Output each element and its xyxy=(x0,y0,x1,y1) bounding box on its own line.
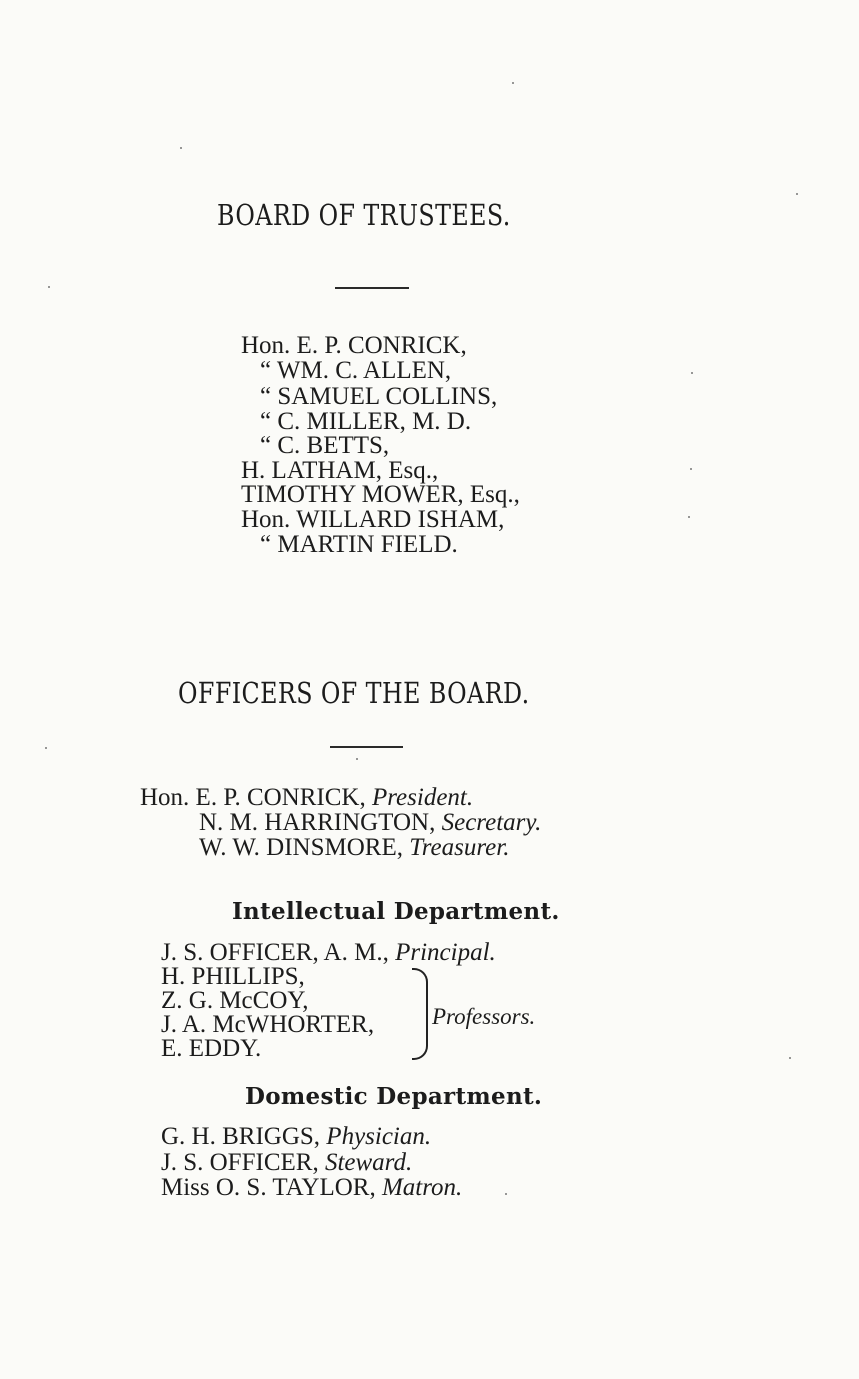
professor-name: Z. G. McCOY, xyxy=(161,987,309,1014)
officer-line xyxy=(199,835,509,861)
officers-rule xyxy=(330,746,403,748)
officer-name: Hon. E. P. CONRICK, xyxy=(140,784,366,811)
trustees-heading: BOARD OF TRUSTEES. xyxy=(217,198,511,232)
ink-speck xyxy=(691,372,693,374)
domestic-role: Matron. xyxy=(381,1174,463,1201)
officer-line xyxy=(140,785,473,811)
professor-name: J. A. McWHORTER, xyxy=(161,1011,375,1038)
ink-speck xyxy=(796,193,798,195)
domestic-role: Physician. xyxy=(326,1123,432,1150)
officer-line xyxy=(199,810,541,836)
officer-name: W. W. DINSMORE, xyxy=(199,834,403,861)
trustee-line: “ SAMUEL COLLINS, xyxy=(260,383,498,410)
trustee-line: “ MARTIN FIELD. xyxy=(260,531,458,558)
trustee-line: Hon. E. P. CONRICK, xyxy=(241,332,467,359)
domestic-name: G. H. BRIGGS, xyxy=(161,1123,321,1150)
trustee-line: Hon. WILLARD ISHAM, xyxy=(241,506,505,533)
domestic-line xyxy=(161,1124,431,1150)
ink-speck xyxy=(356,758,358,760)
domestic-name: J. S. OFFICER, xyxy=(161,1149,319,1176)
trustee-line: “ C. MILLER, M. D. xyxy=(260,408,472,435)
domestic-role: Steward. xyxy=(324,1149,413,1176)
trustees-rule xyxy=(335,287,409,289)
domestic-line xyxy=(161,1150,412,1176)
domestic-name: Miss O. S. TAYLOR, xyxy=(161,1174,376,1201)
domestic-heading: Domestic Department. xyxy=(245,1083,543,1110)
trustee-line: TIMOTHY MOWER, Esq., xyxy=(241,481,520,508)
ink-speck xyxy=(45,747,47,749)
intellectual-heading: Intellectual Department. xyxy=(232,898,560,925)
officer-role: Secretary. xyxy=(441,809,542,836)
principal-role: Principal. xyxy=(395,939,496,966)
professors-label: Professors. xyxy=(432,1004,536,1029)
ink-speck xyxy=(789,1057,791,1059)
officer-name: N. M. HARRINGTON, xyxy=(199,809,436,836)
officer-role: President. xyxy=(371,784,474,811)
professor-name: E. EDDY. xyxy=(161,1035,262,1062)
trustee-line: “ WM. C. ALLEN, xyxy=(260,357,452,384)
principal-name: J. S. OFFICER, A. M., xyxy=(161,939,389,966)
trustee-line: H. LATHAM, Esq., xyxy=(241,457,439,484)
domestic-line xyxy=(161,1175,462,1201)
officer-role: Treasurer. xyxy=(409,834,510,861)
professor-name: H. PHILLIPS, xyxy=(161,963,305,990)
professors-brace xyxy=(412,968,428,1060)
ink-speck xyxy=(690,468,692,470)
ink-speck xyxy=(48,286,50,288)
ink-speck xyxy=(180,147,182,149)
ink-speck xyxy=(505,1193,507,1195)
officers-heading: OFFICERS OF THE BOARD. xyxy=(178,676,530,710)
ink-speck xyxy=(688,516,690,518)
trustee-line: “ C. BETTS, xyxy=(260,432,390,459)
ink-speck xyxy=(512,82,514,84)
